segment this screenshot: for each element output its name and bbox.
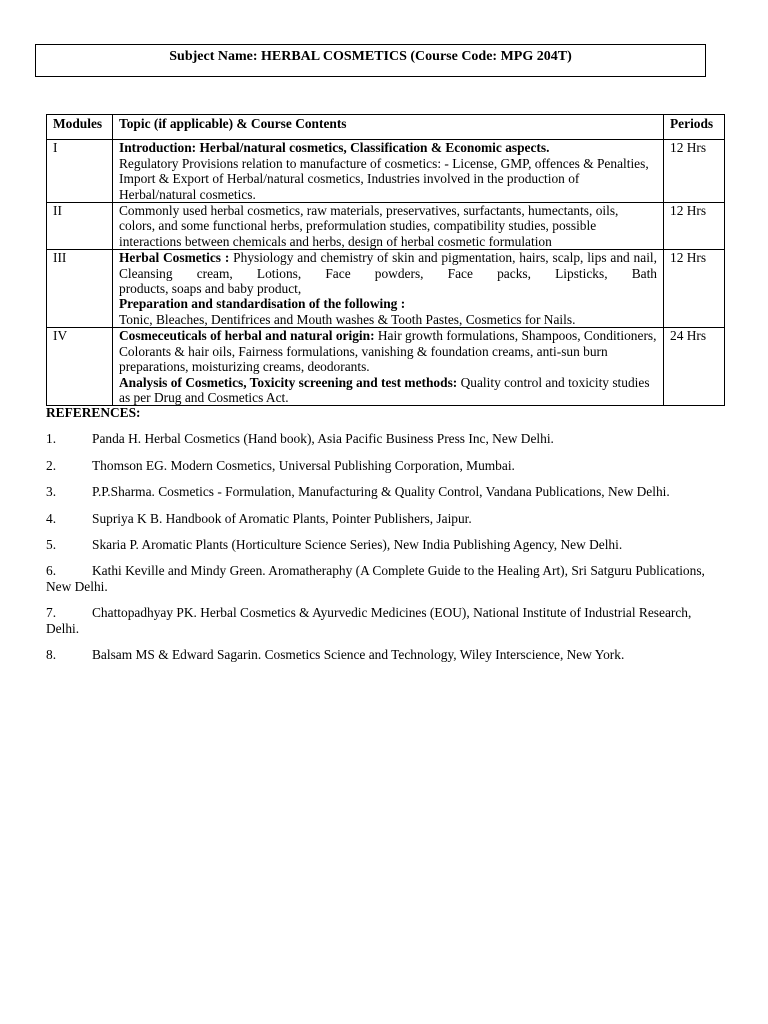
table-row [47,328,725,406]
reference-item [46,563,726,594]
subject-title-box [35,44,706,77]
module-text: Hair growth formulations, Shampoos, Conditioners, Colorants & hair oils, Fairness formulations, vanishing & foundation creams, anti-sun burn preparations, moisturizing creams, deodorants. [119,328,657,375]
reference-number: 6. [46,563,57,579]
module-number: IV [47,328,113,406]
module-text: Quality control and toxicity studies as per Drug and Cosmetics Act. [119,374,650,405]
reference-item [46,605,726,636]
references-section [46,405,726,673]
module-paragraph [119,375,657,406]
reference-text: Supriya K B. Handbook of Aromatic Plants, Pointer Publishers, Jaipur. [92,510,472,526]
reference-text: P.P.Sharma. Cosmetics - Formulation, Manufacturing & Quality Control, Vandana Publications, New Delhi. [92,484,670,500]
reference-number: 3. [46,484,57,500]
reference-number: 2. [46,457,57,473]
module-paragraph [119,328,657,374]
module-heading: Cosmeceuticals of herbal and natural origin: [119,328,375,344]
module-subheading: Analysis of Cosmetics, Toxicity screening and test methods: [119,374,458,390]
syllabus-table [46,114,725,406]
module-paragraph [119,250,657,281]
module-contents [113,250,664,328]
module-contents [113,328,664,406]
reference-item [46,431,726,446]
module-text-continued: products, soaps and baby product, [119,281,302,297]
module-heading: Herbal Cosmetics : [119,250,230,266]
reference-item [46,647,726,662]
reference-item [46,511,726,526]
module-text: Regulatory Provisions relation to manufacture of cosmetics: - License, GMP, offences & Penalties, Import & Export of Herbal/natural cosmetics, Industries involved in the production of Herbal/natural cosmetics. [119,155,649,202]
reference-item [46,484,726,499]
module-heading: Introduction: Herbal/natural cosmetics, Classification & Economic aspects. [119,140,550,156]
reference-number: 1. [46,431,57,447]
module-number: I [47,140,113,203]
header-modules: Modules [47,115,113,140]
reference-text: Panda H. Herbal Cosmetics (Hand book), Asia Pacific Business Press Inc, New Delhi. [92,431,554,447]
reference-text: Thomson EG. Modern Cosmetics, Universal Publishing Corporation, Mumbai. [92,457,515,473]
reference-number: 7. [46,605,57,621]
reference-text: Balsam MS & Edward Sagarin. Cosmetics Science and Technology, Wiley Interscience, New York. [92,647,625,663]
reference-text: Chattopadhyay PK. Herbal Cosmetics & Ayurvedic Medicines (EOU), National Institute of Industrial Research, Delhi. [46,605,692,636]
references-title: REFERENCES: [46,405,141,420]
module-text: Physiology and chemistry of skin and pigmentation, hairs, scalp, lips and nail, Cleansing cream, Lotions, Face powders, Face packs, Lipsticks, Bath [119,250,657,281]
module-text: Tonic, Bleaches, Dentifrices and Mouth washes & Tooth Pastes, Cosmetics for Nails. [119,311,576,327]
module-periods: 24 Hrs [664,328,725,406]
subject-title: Subject Name: HERBAL COSMETICS (Course Code: MPG 204T) [169,49,572,64]
module-text: Commonly used herbal cosmetics, raw materials, preservatives, surfactants, humectants, oils, colors, and some functional herbs, preformulation studies, compatibility studies, possible interactions between chemicals and herbs, design of herbal cosmetic formulation [119,203,619,249]
header-topic: Topic (if applicable) & Course Contents [113,115,664,140]
module-number: III [47,250,113,328]
reference-number: 5. [46,537,57,553]
table-row [47,203,725,250]
reference-number: 4. [46,510,57,526]
module-subheading: Preparation and standardisation of the following : [119,296,406,312]
module-number: II [47,203,113,250]
reference-text: Kathi Keville and Mindy Green. Aromatheraphy (A Complete Guide to the Healing Art), Sri Satguru Publications, New Delhi. [46,563,705,594]
table-header-row [47,115,725,140]
header-periods: Periods [664,115,725,140]
module-periods: 12 Hrs [664,250,725,328]
table-row [47,140,725,203]
reference-text: Skaria P. Aromatic Plants (Horticulture Science Series), New India Publishing Agency, New Delhi. [92,537,623,553]
module-contents [113,140,664,203]
module-contents [113,203,664,250]
module-periods: 12 Hrs [664,203,725,250]
module-periods: 12 Hrs [664,140,725,203]
reference-item [46,537,726,552]
reference-item [46,458,726,473]
reference-number: 8. [46,647,57,663]
table-row [47,250,725,328]
